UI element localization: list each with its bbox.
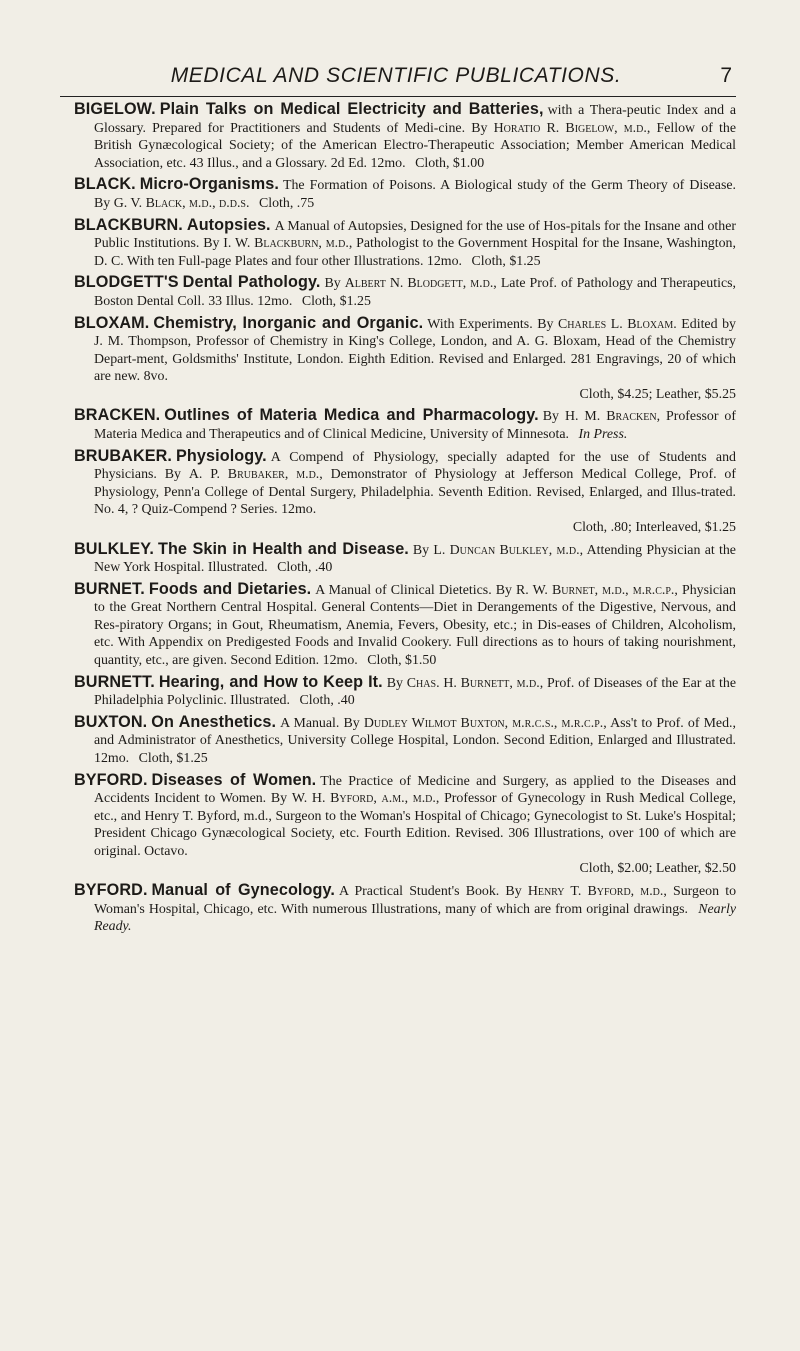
entry-description: The Formation of Poisons. A Biological study of the Germ Theory of Disease. By — [94, 178, 736, 211]
entry-author: BIGELOW. — [74, 100, 156, 118]
entry-title: Foods and Dietaries. — [148, 579, 312, 598]
entry-author: BLOXAM. — [74, 313, 150, 332]
entry-title: Chemistry, Inorganic and Organic. — [153, 313, 424, 332]
entry-author-name: Charles L. Bloxam. — [558, 316, 677, 332]
entry-author-name: Horatio R. Bigelow, m.d., — [493, 120, 651, 136]
running-title: MEDICAL AND SCIENTIFIC PUBLICATIONS. — [170, 64, 622, 87]
catalog-entry — [74, 217, 736, 271]
entry-title: Outlines of Materia Medica and Pharmacology. — [164, 406, 539, 425]
entry-author: BRUBAKER. — [74, 446, 173, 465]
catalog-entry — [74, 581, 736, 670]
entry-title: Autopsies. — [186, 215, 271, 234]
entry-description-cont: Demonstrator of Physiology at Jefferson Medical College, Prof. of Physiology, Penn'a College of Dental Surgery, Philadelphia. Seventh Edition. Revised, Enlarged, and Illus-trated. No. 4, ? Quiz-Compend ? Series. 12mo. — [94, 467, 736, 518]
entry-title: Manual of Gynecology. — [151, 881, 336, 900]
entry-author: BYFORD. — [74, 770, 148, 789]
entry-title: Dental Pathology. — [182, 273, 321, 292]
entry-description-cont: Late Prof. of Pathology and Therapeutics, Boston Dental Coll. 33 Illus. 12mo. — [94, 276, 736, 309]
page-header — [60, 62, 736, 97]
entry-description: A Compend of Physiology, specially adapted for the use of Students and Physicians. By — [94, 449, 736, 483]
entry-description-cont: Edited by J. M. Thompson, Professor of Chemistry in King's College, London, and A. G. Bloxam, Head of the Chemistry Depart-ment, Goldsmiths' Institute, London. Eighth Edition. Revised and Enlarged. 281 Engravings, 20 of which are new. 8vo. — [94, 316, 736, 385]
catalog-entry — [74, 448, 736, 537]
catalog-entry — [74, 674, 736, 710]
entry-description: A Manual. By — [280, 715, 364, 731]
entry-price: Cloth, .80; Interleaved, $1.25 — [572, 519, 736, 535]
entry-title: Micro-Organisms. — [139, 175, 279, 194]
entry-description: With Experiments. By — [427, 316, 559, 332]
entry-title: Hearing, and How to Keep It. — [158, 672, 383, 691]
entry-author-name: G. V. Black, m.d., d.d.s. — [113, 195, 250, 211]
catalog-entry — [74, 176, 736, 212]
entry-price: Nearly Ready. — [94, 901, 736, 935]
entry-description-cont: Attending Physician at the New York Hospital. Illustrated. — [94, 542, 736, 576]
entry-author: BLACK. — [74, 175, 136, 194]
entry-author-name: Henry T. Byford, m.d., — [527, 884, 667, 900]
entry-price: In Press. — [578, 426, 628, 442]
entry-author: BRACKEN. — [74, 406, 161, 425]
entry-price: Cloth, $1.25 — [471, 253, 541, 269]
entry-price: Cloth, $1.00 — [415, 155, 485, 171]
entry-description: By — [542, 409, 565, 425]
catalog-entry — [74, 714, 736, 768]
entry-description-cont: Physician to the Great Northern Central Hospital. General Contents—Diet in Derangements of the Digestive, Nervous, and Res-piratory Organs; in Gout, Rheumatism, Anemia, Fevers, Obesity, etc.; in Dis-eases of Children, Alcoholism, etc. With Appendix on Predigested Foods and Invalid Cookery. Full directions as to hours of taking nourishment, quantity, etc., are given. Second Edition. 12mo. — [94, 582, 736, 668]
entry-title: Plain Talks on Medical Electricity and Batteries, — [159, 100, 544, 118]
entry-author: BLACKBURN. — [74, 215, 183, 234]
entry-description: The Practice of Medicine and Surgery, as applied to the Diseases and Accidents Incident to Women. By — [94, 773, 737, 807]
entry-price: Cloth, .40 — [299, 693, 355, 709]
entry-description-cont: Fellow of the British Gynæcological Society; of the American Electro-Therapeutic Association; Member American Medical Association, etc. 43 Illus., and a Glossary. 2d Ed. 12mo. — [94, 120, 736, 171]
entry-author-name: Dudley Wilmot Buxton, m.r.c.s., m.r.c.p., — [363, 715, 607, 731]
entry-title: The Skin in Health and Disease. — [157, 539, 409, 558]
entry-description-cont: Ass't to Prof. of Med., and Administrator of Anesthetics, University College Hospital, London. Second Edition, Enlarged and Illustrated. 12mo. — [94, 715, 736, 766]
entry-author-name: A. P. Brubaker, m.d., — [188, 467, 323, 483]
entry-price: Cloth, $1.50 — [367, 652, 437, 668]
entry-author: BLODGETT'S — [74, 273, 179, 292]
entry-description-cont: Pathologist to the Government Hospital for the Insane, Washington, D. C. With ten Full-page Plates and four other Illustrations. 12mo. — [94, 236, 736, 269]
entry-description: By — [386, 675, 407, 691]
entry-price: Cloth, .75 — [258, 195, 315, 211]
entry-price-line — [94, 860, 736, 878]
entry-description-cont: Prof. of Diseases of the Ear at the Philadelphia Polyclinic. Illustrated. — [94, 675, 737, 709]
entry-description: A Manual of Clinical Dietetics. By — [315, 582, 517, 598]
catalog-entries — [74, 101, 736, 940]
entry-description: with a Thera-peutic Index and a Glossary. Prepared for Practitioners and Students of Medi-cine. By — [94, 103, 736, 136]
catalog-entry — [74, 101, 736, 172]
entry-description: A Manual of Autopsies, Designed for the use of Hos-pitals for the Insane and other Public Institutions. By — [94, 218, 736, 252]
entry-author: BUXTON. — [74, 712, 148, 731]
entry-author: BURNETT. — [74, 672, 155, 691]
entry-author-name: H. M. Bracken, — [564, 409, 661, 425]
page-number: 7 — [720, 64, 732, 87]
entry-title: Physiology. — [176, 446, 267, 465]
entry-price: Cloth, $4.25; Leather, $5.25 — [579, 386, 736, 402]
entry-author: BULKLEY. — [74, 539, 154, 558]
entry-description-cont: Professor of Gynecology in Rush Medical College, etc., and Henry T. Byford, m.d., Surgeon to the Woman's Hospital of Chicago; Gynecologist to St. Luke's Hospital; President Chicago Gynæcological Society, etc. Fourth Edition. Revised. 306 Illustrations, over 100 of which are original. Octavo. — [94, 791, 737, 859]
entry-price: Cloth, $1.25 — [138, 750, 208, 766]
entry-description-cont: Professor of Materia Medica and Therapeutics and of Clinical Medicine, University of Minnesota. — [94, 409, 736, 442]
catalog-entry — [74, 541, 736, 577]
entry-description-cont: Surgeon to Woman's Hospital, Chicago, etc. With numerous Illustrations, many of which are from original drawings. — [94, 884, 737, 917]
entry-author: BYFORD. — [74, 881, 148, 900]
entry-price: Cloth, $1.25 — [301, 293, 371, 309]
entry-author-name: Chas. H. Burnett, m.d., — [406, 675, 544, 691]
entry-author-name: L. Duncan Bulkley, m.d., — [433, 542, 584, 558]
entry-author-name: Albert N. Blodgett, m.d., — [344, 276, 497, 292]
catalog-entry — [74, 407, 736, 443]
entry-description: A Practical Student's Book. By — [339, 884, 528, 900]
entry-price-line — [94, 386, 736, 404]
entry-price: Cloth, $2.00; Leather, $2.50 — [579, 861, 736, 877]
entry-author-name: R. W. Burnet, m.d., m.r.c.p., — [516, 582, 678, 598]
entry-author: BURNET. — [74, 579, 145, 598]
entry-description: By — [324, 276, 345, 292]
entry-author-name: W. H. Byford, a.m., m.d., — [291, 791, 440, 807]
catalog-entry — [74, 772, 736, 878]
catalog-entry — [74, 882, 736, 936]
entry-description: By — [412, 542, 434, 558]
entry-price-line — [94, 519, 736, 537]
entry-price: Cloth, .40 — [277, 560, 333, 576]
catalog-entry — [74, 274, 736, 310]
entry-author-name: I. W. Blackburn, m.d., — [223, 236, 353, 252]
entry-title: Diseases of Women. — [151, 770, 317, 789]
entry-title: On Anesthetics. — [151, 712, 277, 731]
catalog-entry — [74, 315, 736, 404]
